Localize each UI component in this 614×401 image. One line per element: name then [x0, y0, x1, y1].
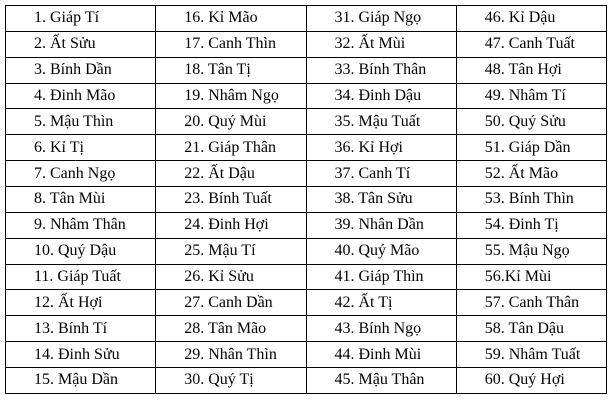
- table-cell: 14. Đinh Sửu: [6, 342, 155, 368]
- table-cell: 17. Canh Thìn: [156, 32, 305, 58]
- table-cell: 57. Canh Thân: [457, 290, 606, 316]
- table-cell: 12. Ất Hợi: [6, 290, 155, 316]
- table-cell: 8. Tân Mùi: [6, 187, 155, 213]
- table-column-3: [307, 6, 457, 393]
- table-cell: 34. Đinh Dậu: [307, 84, 456, 110]
- table-cell: 7. Canh Ngọ: [6, 161, 155, 187]
- table-cell: 27. Canh Dần: [156, 290, 305, 316]
- table-cell: 4. Đinh Mão: [6, 84, 155, 110]
- table-cell: 49. Nhâm Tí: [457, 84, 606, 110]
- table-cell: 46. Kỉ Dậu: [457, 6, 606, 32]
- table-cell: 60. Quý Hợi: [484, 371, 565, 389]
- table-cell: 3. Bính Dần: [6, 58, 155, 84]
- table-cell: 24. Đinh Hợi: [156, 213, 305, 239]
- table-cell: 32. Ất Mùi: [307, 32, 456, 58]
- table-cell: 20. Quý Mùi: [156, 109, 305, 135]
- table-cell: 1. Giáp Tí: [6, 6, 155, 32]
- table-cell: 41. Giáp Thìn: [307, 265, 456, 291]
- table-cell: 5. Mậu Thìn: [6, 109, 155, 135]
- table-cell: 48. Tân Hợi: [457, 58, 606, 84]
- table-cell: 22. Ất Dậu: [156, 161, 305, 187]
- sexagenary-cycle-table: [5, 5, 607, 394]
- table-cell: 25. Mậu Tí: [156, 239, 305, 265]
- table-cell: 13. Bính Tí: [6, 316, 155, 342]
- table-cell: 15. Mậu Dần: [34, 371, 118, 389]
- table-cell: 44. Đinh Mùi: [307, 342, 456, 368]
- table-cell: 47. Canh Tuất: [457, 32, 606, 58]
- table-cell: 2. Ất Sửu: [6, 32, 155, 58]
- table-cell: 6. Kỉ Tị: [6, 135, 155, 161]
- table-cell: 55. Mậu Ngọ: [457, 239, 606, 265]
- table-cell: 11. Giáp Tuất: [6, 265, 155, 291]
- table-cell: 38. Tân Sửu: [307, 187, 456, 213]
- table-cell: 53. Bính Thìn: [457, 187, 606, 213]
- table-cell: 43. Bính Ngọ: [307, 316, 456, 342]
- table-cell: 28. Tân Mão: [156, 316, 305, 342]
- table-column-1: [6, 6, 156, 393]
- table-cell: 33. Bính Thân: [307, 58, 456, 84]
- table-cell: 21. Giáp Thân: [156, 135, 305, 161]
- table-cell: 45. Mậu Thân: [334, 371, 425, 389]
- table-cell: 29. Nhân Thìn: [156, 342, 305, 368]
- table-cell: 54. Đinh Tị: [457, 213, 606, 239]
- table-cell: 52. Ất Mão: [457, 161, 606, 187]
- table-column-2: [156, 6, 306, 393]
- table-cell: 50. Quý Sửu: [457, 109, 606, 135]
- table-cell: 40. Quý Mão: [307, 239, 456, 265]
- table-cell: 31. Giáp Ngọ: [307, 6, 456, 32]
- table-cell: 18. Tân Tị: [156, 58, 305, 84]
- table-cell: 26. Kỉ Sửu: [156, 265, 305, 291]
- table-cell: 10. Quý Dậu: [6, 239, 155, 265]
- table-cell: 36. Kỉ Hợi: [307, 135, 456, 161]
- table-cell: 51. Giáp Dần: [457, 135, 606, 161]
- table-cell: 16. Kỉ Mão: [156, 6, 305, 32]
- table-cell: 19. Nhâm Ngọ: [156, 84, 305, 110]
- table-cell: 39. Nhân Dần: [307, 213, 456, 239]
- table-cell: 42. Ất Tị: [307, 290, 456, 316]
- table-column-4: [457, 6, 606, 393]
- table-cell: 9. Nhâm Thân: [6, 213, 155, 239]
- table-cell: 58. Tân Dậu: [457, 316, 606, 342]
- table-cell: 56.Kỉ Mùi: [457, 265, 606, 291]
- table-cell: 23. Bính Tuất: [156, 187, 305, 213]
- table-cell: 37. Canh Tí: [307, 161, 456, 187]
- table-cell: 59. Nhâm Tuất: [457, 342, 606, 368]
- table-cell: 30. Quý Tị: [184, 371, 254, 389]
- table-cell: 35. Mậu Tuất: [307, 109, 456, 135]
